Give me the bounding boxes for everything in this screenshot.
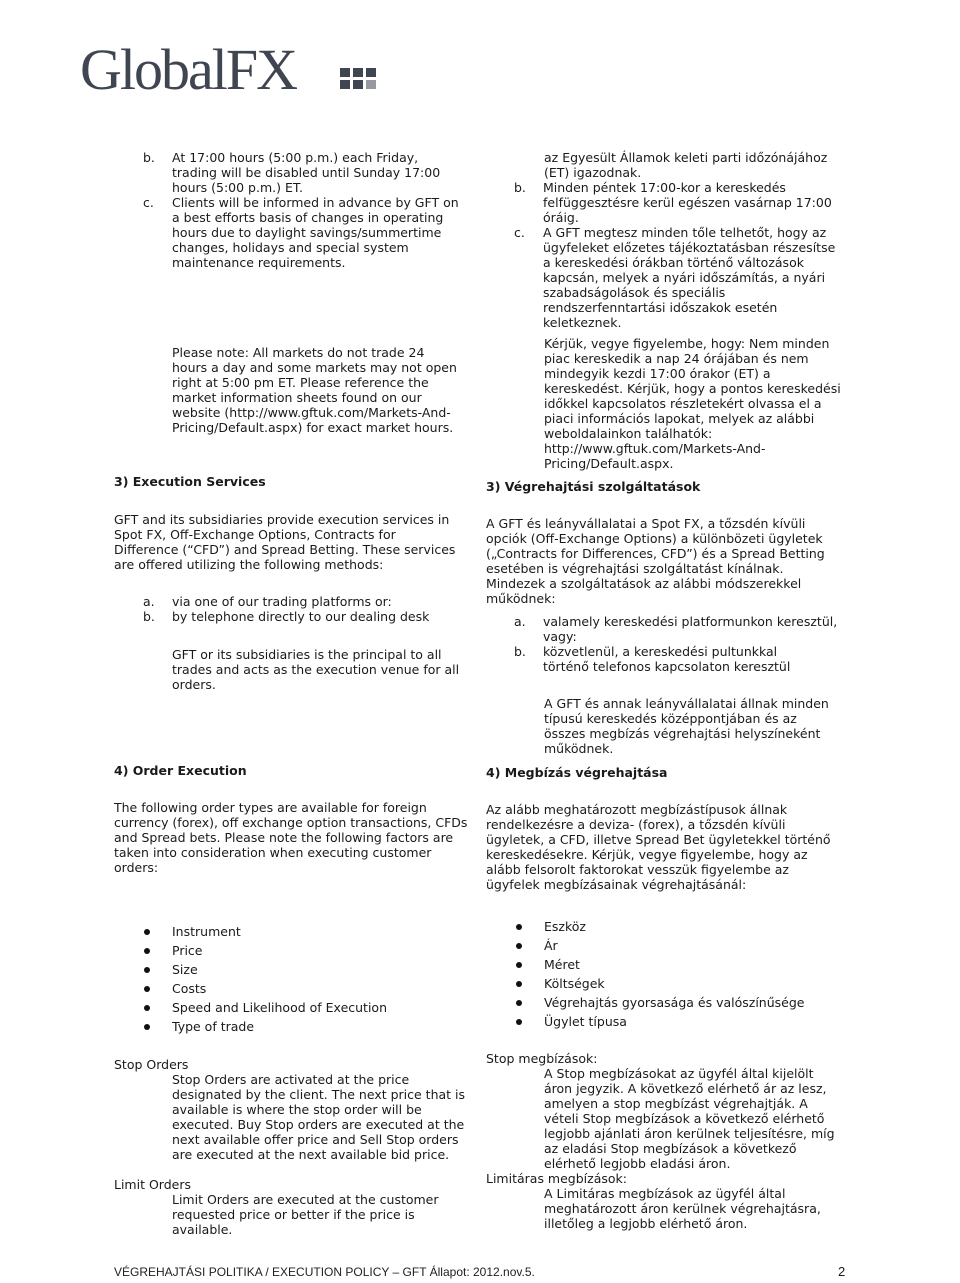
item-label: b. xyxy=(143,150,155,165)
market-hours-note: Please note: All markets do not trade 24 hours a day and some markets may not open right at 5:00 pm ET. Please reference the market information sheets found on our website (http://www.gftuk.com/Markets-And-Pricing/Default.aspx) for exact market hours. xyxy=(172,345,457,435)
market-hours-note: Kérjük, vegye figyelembe, hogy: Nem minden piac kereskedik a nap 24 órájában és nem mindegyik kezdi 17:00 órakor (ET) a kereskedést. Kérjük, hogy a pontos kereskedési időkkel kapcsolatos részletekért olvassa el a piaci információs lapokat, melyek az alábbi weboldalainkon találhatók: http://www.gftuk.com/Markets-And-Pricing/Default.aspx. xyxy=(544,336,841,471)
limit-orders-title: Limit Orders xyxy=(114,1177,191,1192)
company-logo: GlobalFX xyxy=(80,37,296,102)
method-item-a xyxy=(143,594,463,609)
factor-text: Price xyxy=(172,943,203,958)
item-text: közvetlenül, a kereskedési pultunkkal történő telefonos kapcsolaton keresztül xyxy=(543,644,791,674)
method-item-a xyxy=(514,614,844,644)
factor-text: Costs xyxy=(172,981,207,996)
section-3-principal: GFT or its subsidiaries is the principal to all trades and acts as the execution venue for all orders. xyxy=(172,647,460,692)
stop-orders-title: Stop megbízások: xyxy=(486,1051,598,1066)
intro-item-b xyxy=(143,150,463,195)
item-text: Minden péntek 17:00-kor a kereskedés felfüggesztésre kerül egészen vasárnap 17:00 óráig. xyxy=(543,180,832,225)
factor-text: Ár xyxy=(544,938,558,953)
limit-orders-text: Limit Orders are executed at the customer requested price or better if the price is available. xyxy=(172,1192,439,1237)
item-label: a. xyxy=(143,594,155,609)
section-4-intro: The following order types are available for foreign currency (forex), off exchange option transactions, CFDs and Spread bets. Please note the following factors are taken into consideration when executing customer orders: xyxy=(114,800,468,875)
item-text: by telephone directly to our dealing desk xyxy=(172,609,430,624)
intro-item-c xyxy=(143,195,463,270)
section-3-intro: A GFT és leányvállalatai a Spot FX, a tőzsdén kívüli opciók (Off-Exchange Options) a különbözeti ügyletek („Contracts for Differences, CFD”) és a Spread Betting esetében is végrehajtási szolgáltatást kínálnak. Mindezek a szolgáltatások az alábbi módszerekkel működnek: xyxy=(486,516,825,606)
factor-text: Type of trade xyxy=(172,1019,255,1034)
bullet-icon xyxy=(144,1024,150,1030)
item-label: c. xyxy=(514,225,525,240)
item-label: c. xyxy=(143,195,154,210)
factor-text: Speed and Likelihood of Execution xyxy=(172,1000,388,1015)
bullet-icon xyxy=(516,1019,522,1025)
stop-orders-text: Stop Orders are activated at the price designated by the client. The next price that is available is where the stop order will be executed. Buy Stop orders are executed at the next available offer price and Sell Stop orders are executed at the next available bid price. xyxy=(172,1072,466,1162)
intro-item-b xyxy=(514,180,844,225)
bullet-icon xyxy=(516,1000,522,1006)
factor-text: Instrument xyxy=(172,924,241,939)
bullet-icon xyxy=(144,948,150,954)
item-text: At 17:00 hours (5:00 p.m.) each Friday, trading will be disabled until Sunday 17:00 hours (5:00 p.m.) ET. xyxy=(172,150,441,195)
bullet-icon xyxy=(144,929,150,935)
section-3-intro: GFT and its subsidiaries provide execution services in Spot FX, Off-Exchange Options, Contracts for Difference (“CFD”) and Spread Betting. These services are offered utilizing the following methods: xyxy=(114,512,456,572)
section-3-heading: 3) Végrehajtási szolgáltatások xyxy=(486,479,701,494)
item-text: via one of our trading platforms or: xyxy=(172,594,392,609)
item-text: valamely kereskedési platformunkon keresztül, vagy: xyxy=(543,614,838,644)
item-text: Clients will be informed in advance by GFT on a best efforts basis of changes in operating hours due to daylight savings/summertime changes, holidays and special system maintenance requirements. xyxy=(172,195,459,270)
factor-text: Méret xyxy=(544,957,580,972)
factor-text: Eszköz xyxy=(544,919,586,934)
factor-text: Size xyxy=(172,962,198,977)
bullet-icon xyxy=(516,943,522,949)
factor-text: Végrehajtás gyorsasága és valószínűsége xyxy=(544,995,805,1010)
stop-orders-text: A Stop megbízásokat az ügyfél által kijelölt áron jegyzik. A következő elérhető ár az lesz, amelyen a stop megbízást végrehajtják. A vételi Stop megbízások a következő elérhető legjobb ajánlati áron kerülnek teljesítésre, míg az eladási Stop megbízások a következő elérhető legjobb eladási áron. xyxy=(544,1066,835,1171)
limit-orders-title: Limitáras megbízások: xyxy=(486,1171,627,1186)
method-item-b xyxy=(143,609,463,624)
factor-text: Ügylet típusa xyxy=(544,1014,627,1029)
intro-continuation: az Egyesült Államok keleti parti időzónájához (ET) igazodnak. xyxy=(544,150,828,180)
stop-orders-title: Stop Orders xyxy=(114,1057,189,1072)
footer-text: VÉGREHAJTÁSI POLITIKA / EXECUTION POLICY – GFT Állapot: 2012.nov.5. xyxy=(114,1265,535,1279)
page-number: 2 xyxy=(838,1264,846,1279)
item-label: b. xyxy=(514,180,526,195)
item-label: a. xyxy=(514,614,526,629)
method-item-b xyxy=(514,644,844,674)
section-4-heading: 4) Megbízás végrehajtása xyxy=(486,765,668,780)
item-label: b. xyxy=(514,644,526,659)
logo-squares-icon xyxy=(340,68,378,90)
item-label: b. xyxy=(143,609,155,624)
item-text: A GFT megtesz minden tőle telhetőt, hogy az ügyfeleket előzetes tájékoztatásban részesítse a kereskedési órákban történő változások kapcsán, melyek a nyári időszámítás, a nyári szabadságolások és speciális rendszerfenntartási időszakok esetén keletkeznek. xyxy=(543,225,836,330)
bullet-icon xyxy=(516,981,522,987)
section-4-intro: Az alább meghatározott megbízástípusok állnak rendelkezésre a deviza- (forex), a tőzsdén kívüli ügyletek, a CFD, illetve Spread Bet ügyletekkel történő kereskedésekre. Kérjük, vegye figyelembe, hogy az alább felsorolt faktorokat vesszük figyelembe az ügyfelek megbízásainak végrehajtásánál: xyxy=(486,802,831,892)
section-4-heading: 4) Order Execution xyxy=(114,763,247,778)
section-3-heading: 3) Execution Services xyxy=(114,474,266,489)
factor-text: Költségek xyxy=(544,976,605,991)
bullet-icon xyxy=(516,924,522,930)
limit-orders-text: A Limitáras megbízások az ügyfél által meghatározott áron kerülnek végrehajtásra, illetőleg a legjobb elérhető áron. xyxy=(544,1186,821,1231)
bullet-icon xyxy=(144,986,150,992)
intro-item-c xyxy=(514,225,844,330)
bullet-icon xyxy=(516,962,522,968)
section-3-principal: A GFT és annak leányvállalatai állnak minden típusú kereskedés középpontjában és az összes megbízás végrehajtási helyszíneként működnek. xyxy=(544,696,829,756)
bullet-icon xyxy=(144,967,150,973)
bullet-icon xyxy=(144,1005,150,1011)
